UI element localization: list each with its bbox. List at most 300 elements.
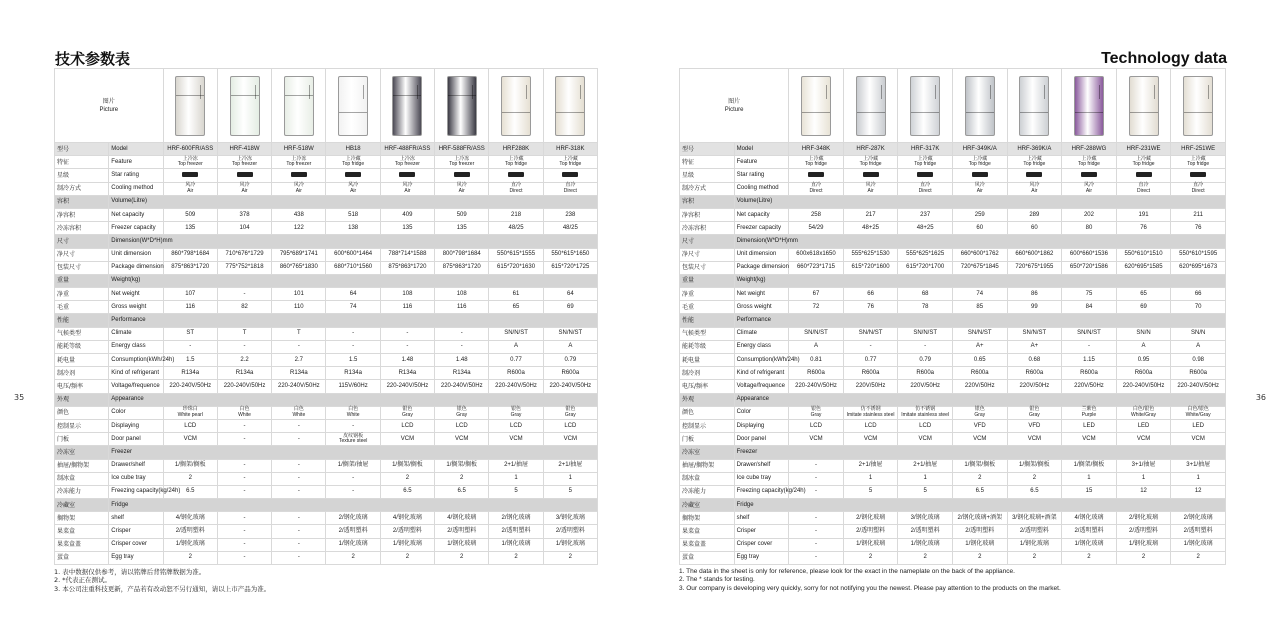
spec-value: R600a bbox=[843, 367, 898, 380]
spec-value-line: 上冷藏 bbox=[917, 155, 933, 162]
spec-value: VFD bbox=[1007, 419, 1062, 432]
refrigerator-image bbox=[1129, 76, 1159, 136]
spec-value-line: Top fridge bbox=[559, 161, 582, 168]
spec-label-zh: 制冰盒 bbox=[680, 472, 735, 485]
spec-value: 720*675*1845 bbox=[952, 261, 1007, 274]
spec-label-zh: 制冷剂 bbox=[680, 367, 735, 380]
spec-value bbox=[1171, 182, 1226, 195]
spec-value bbox=[489, 406, 543, 419]
spec-value: 1.15 bbox=[1062, 354, 1117, 367]
section-label-zh: 冷藏室 bbox=[680, 499, 735, 512]
spec-value: 2/钢化玻璃 bbox=[489, 512, 543, 525]
spec-value: 2+1/抽屉 bbox=[898, 459, 953, 472]
spec-value: R134a bbox=[163, 367, 217, 380]
spec-value-line: 风冷 bbox=[293, 182, 304, 189]
spec-value-line: Air bbox=[241, 187, 248, 194]
refrigerator-image bbox=[1019, 76, 1049, 136]
spec-value: 680*710*1560 bbox=[326, 261, 380, 274]
picture-label bbox=[55, 69, 164, 143]
spec-value: 60 bbox=[1007, 222, 1062, 235]
spec-value-line: White bbox=[346, 411, 360, 418]
spec-value-line: 风冷 bbox=[239, 182, 250, 189]
spec-row bbox=[680, 182, 1226, 195]
spec-value: 220-240V/50Hz bbox=[380, 380, 434, 393]
spec-value-line: 白色/银色 bbox=[1187, 406, 1209, 413]
spec-label-en: Color bbox=[109, 406, 163, 419]
star-rating-cell bbox=[217, 169, 271, 182]
spec-value: 0.95 bbox=[1116, 354, 1171, 367]
spec-value: VCM bbox=[789, 433, 844, 446]
spec-row bbox=[680, 354, 1226, 367]
spec-value: 5 bbox=[898, 485, 953, 498]
spec-value: 1 bbox=[543, 472, 597, 485]
spec-value-line: 上冷藏 bbox=[972, 155, 988, 162]
star-rating-icon bbox=[237, 172, 253, 177]
spec-label-en: Star rating bbox=[734, 169, 789, 182]
spec-label-en: Package dimension bbox=[734, 261, 789, 274]
spec-value: 795*689*1741 bbox=[272, 248, 326, 261]
spec-value: 2/透明塑料 bbox=[843, 525, 898, 538]
spec-value-line: 风冷 bbox=[348, 182, 359, 189]
spec-label-en: Crisper cover bbox=[109, 538, 163, 551]
spec-value: - bbox=[272, 551, 326, 564]
spec-value: - bbox=[217, 485, 271, 498]
spec-row bbox=[55, 538, 598, 551]
product-image-cell bbox=[952, 69, 1007, 143]
spec-value: - bbox=[217, 419, 271, 432]
star-rating-cell bbox=[1007, 169, 1062, 182]
spec-value-line: 上冷藏 bbox=[508, 155, 524, 162]
spec-value: 550*615*1650 bbox=[543, 248, 597, 261]
spec-value bbox=[489, 156, 543, 169]
spec-row bbox=[55, 261, 598, 274]
spec-value: 74 bbox=[326, 301, 380, 314]
spec-value: 4/钢化玻璃 bbox=[163, 512, 217, 525]
spec-label-zh: 门板 bbox=[55, 433, 109, 446]
spec-label-en: Climate bbox=[734, 327, 789, 340]
spec-value: 116 bbox=[435, 301, 489, 314]
spec-value: R134a bbox=[326, 367, 380, 380]
spec-value: 217 bbox=[843, 208, 898, 221]
spec-label-zh: 净重 bbox=[55, 288, 109, 301]
spec-label-en: Egg tray bbox=[109, 551, 163, 564]
spec-value: 0.77 bbox=[489, 354, 543, 367]
spec-value bbox=[217, 406, 271, 419]
spec-label-en: Drawer/shelf bbox=[734, 459, 789, 472]
spec-value-line: 上冷藏 bbox=[1026, 155, 1042, 162]
spec-label-zh: 包装尺寸 bbox=[55, 261, 109, 274]
spec-value: 550*610*1510 bbox=[1116, 248, 1171, 261]
spec-value bbox=[435, 156, 489, 169]
spec-row bbox=[680, 156, 1226, 169]
spec-label-zh: 果菜盒 bbox=[680, 525, 735, 538]
spec-value: 615*720*1630 bbox=[489, 261, 543, 274]
spec-row bbox=[680, 169, 1226, 182]
spec-value-line: 风冷 bbox=[865, 182, 876, 189]
spec-row bbox=[55, 340, 598, 353]
spec-value: VCM bbox=[1116, 433, 1171, 446]
spec-value: 2 bbox=[1007, 472, 1062, 485]
spec-label-en: Cooling method bbox=[734, 182, 789, 195]
spec-label-en: Unit dimension bbox=[109, 248, 163, 261]
spec-row bbox=[55, 485, 598, 498]
spec-value: 220V/50Hz bbox=[898, 380, 953, 393]
spec-value: ST bbox=[163, 327, 217, 340]
model-name: HRF-288WG bbox=[1062, 143, 1117, 156]
picture-row bbox=[680, 69, 1226, 143]
refrigerator-image bbox=[856, 76, 886, 136]
spec-value-line: 珍珠白 bbox=[182, 406, 198, 413]
star-rating-cell bbox=[489, 169, 543, 182]
spec-value: 66 bbox=[1171, 288, 1226, 301]
spec-value-line: Air bbox=[458, 187, 465, 194]
product-image-cell bbox=[1116, 69, 1171, 143]
spec-value bbox=[789, 406, 844, 419]
spec-value: - bbox=[326, 340, 380, 353]
spec-value bbox=[217, 182, 271, 195]
spec-label-zh: 果菜盒 bbox=[55, 525, 109, 538]
spec-value: SN/N/ST bbox=[1007, 327, 1062, 340]
spec-value-line: 直冷 bbox=[511, 182, 522, 189]
spec-row bbox=[680, 512, 1226, 525]
spec-value-line: Direct bbox=[918, 187, 932, 194]
spec-value: - bbox=[272, 525, 326, 538]
spec-value: 2/钢化玻璃 bbox=[1171, 512, 1226, 525]
spec-value: 1/搁架/搁板 bbox=[1062, 459, 1117, 472]
spec-value bbox=[1062, 182, 1117, 195]
spec-value: 12 bbox=[1116, 485, 1171, 498]
spec-value-line: Imitate stainless steel bbox=[846, 411, 895, 418]
spec-label-en: Freezing capacity(kg/24h) bbox=[109, 485, 163, 498]
product-image-cell bbox=[326, 69, 380, 143]
spec-value-line: Top fridge bbox=[914, 161, 937, 168]
section-header bbox=[680, 499, 1226, 512]
spec-value: - bbox=[272, 419, 326, 432]
spec-value: 70 bbox=[1171, 301, 1226, 314]
spec-label-en: Net weight bbox=[109, 288, 163, 301]
spec-value: 2/透明塑料 bbox=[326, 525, 380, 538]
spec-value: 2/透明塑料 bbox=[1062, 525, 1117, 538]
spec-value: LCD bbox=[543, 419, 597, 432]
spec-value: 289 bbox=[1007, 208, 1062, 221]
model-name: HB18 bbox=[326, 143, 380, 156]
spec-value: 2/透明塑料 bbox=[489, 525, 543, 538]
star-rating-icon bbox=[508, 172, 524, 177]
star-rating-cell bbox=[380, 169, 434, 182]
spec-value: - bbox=[217, 288, 271, 301]
refrigerator-image bbox=[447, 76, 477, 136]
spec-value: 2+1/抽屉 bbox=[489, 459, 543, 472]
spec-value-line: 银色 bbox=[565, 406, 576, 413]
spec-label-en: Climate bbox=[109, 327, 163, 340]
spec-value: 1/钢化玻璃 bbox=[543, 538, 597, 551]
spec-value: 1/钢化玻璃 bbox=[952, 538, 1007, 551]
spec-value: 211 bbox=[1171, 208, 1226, 221]
picture-label-en: Picture bbox=[724, 106, 744, 113]
spec-label-en: Gross weight bbox=[109, 301, 163, 314]
spec-value: 2+1/抽屉 bbox=[543, 459, 597, 472]
spec-row bbox=[55, 380, 598, 393]
spec-label-zh: 型号 bbox=[680, 143, 735, 156]
spec-value-line: Direct bbox=[1191, 187, 1205, 194]
spec-value: 3+1/抽屉 bbox=[1171, 459, 1226, 472]
spec-label-en: Star rating bbox=[109, 169, 163, 182]
section-label-en: Weight(kg) bbox=[109, 274, 598, 287]
spec-value: 1/钢化玻璃 bbox=[1171, 538, 1226, 551]
spec-value: 860*798*1684 bbox=[163, 248, 217, 261]
spec-value: - bbox=[272, 433, 326, 446]
footnote-line: 1. 表中数据仅供参考，请以铭牌后背铭牌数据为准。 bbox=[54, 568, 206, 576]
section-header bbox=[55, 314, 598, 327]
picture-label-en: Picture bbox=[99, 106, 119, 113]
footnote-line: 2. *代表正在测试。 bbox=[54, 576, 112, 585]
spec-value: - bbox=[272, 459, 326, 472]
spec-label-en: Consumption(kWh/24h) bbox=[734, 354, 789, 367]
spec-row bbox=[680, 538, 1226, 551]
section-label-zh: 尺寸 bbox=[55, 235, 109, 248]
spec-row bbox=[55, 512, 598, 525]
spec-value: 5 bbox=[543, 485, 597, 498]
spec-value: 220V/50Hz bbox=[952, 380, 1007, 393]
spec-value-line: 上冷藏 bbox=[863, 155, 879, 162]
spec-value: 0.68 bbox=[1007, 354, 1062, 367]
spec-value bbox=[163, 182, 217, 195]
spec-label-zh: 颜色 bbox=[55, 406, 109, 419]
spec-value-line: White bbox=[238, 411, 251, 418]
spec-value-line: Direct bbox=[509, 187, 523, 194]
spec-label-zh: 控制显示 bbox=[55, 419, 109, 432]
spec-value: 800*798*1684 bbox=[435, 248, 489, 261]
spec-row bbox=[680, 419, 1226, 432]
spec-value: 860*765*1830 bbox=[272, 261, 326, 274]
spec-label-en: Gross weight bbox=[734, 301, 789, 314]
spec-value: 378 bbox=[217, 208, 271, 221]
spec-value: - bbox=[789, 551, 844, 564]
refrigerator-image bbox=[392, 76, 422, 136]
spec-value: R600a bbox=[543, 367, 597, 380]
spec-value: - bbox=[217, 512, 271, 525]
spec-value: - bbox=[326, 327, 380, 340]
spec-value-line: Top freezer bbox=[232, 161, 258, 168]
spec-row bbox=[55, 459, 598, 472]
spec-value: 116 bbox=[380, 301, 434, 314]
spec-value bbox=[272, 406, 326, 419]
spec-table bbox=[54, 68, 598, 565]
spec-value: 1/搁架/搁板 bbox=[435, 459, 489, 472]
star-rating-cell bbox=[326, 169, 380, 182]
spec-value-line: Air bbox=[1085, 187, 1093, 194]
spec-label-en: Net weight bbox=[734, 288, 789, 301]
star-rating-icon bbox=[1026, 172, 1042, 177]
spec-label-zh: 冷冻能力 bbox=[680, 485, 735, 498]
footnote-line: 1. The data in the sheet is only for reference, please look for the exact in the nameplate on the back of the appliance. bbox=[679, 568, 1015, 575]
spec-value-line: Gray bbox=[510, 411, 522, 418]
product-image-cell bbox=[163, 69, 217, 143]
spec-value: VCM bbox=[843, 433, 898, 446]
spec-value: A+ bbox=[1007, 340, 1062, 353]
spec-row bbox=[680, 327, 1226, 340]
spec-value-line: Top freezer bbox=[286, 161, 312, 168]
spec-row bbox=[680, 433, 1226, 446]
spec-value: VCM bbox=[380, 433, 434, 446]
spec-value: 1.5 bbox=[163, 354, 217, 367]
spec-value-line: Air bbox=[187, 187, 194, 194]
product-image-cell bbox=[1007, 69, 1062, 143]
spec-label-zh: 抽屉/搁物架 bbox=[680, 459, 735, 472]
section-header bbox=[680, 393, 1226, 406]
star-rating-cell bbox=[843, 169, 898, 182]
spec-value-line: 风冷 bbox=[456, 182, 467, 189]
spec-value-line: 上冷藏 bbox=[562, 155, 578, 162]
page-number: 35 bbox=[14, 393, 25, 402]
spec-label-zh: 型号 bbox=[55, 143, 109, 156]
spec-row bbox=[680, 459, 1226, 472]
spec-value-line: 直冷 bbox=[1138, 182, 1149, 189]
spec-row bbox=[680, 551, 1226, 564]
spec-value-line: 上冷藏 bbox=[1136, 155, 1152, 162]
spec-value: - bbox=[789, 472, 844, 485]
spec-value: 2/透明塑料 bbox=[380, 525, 434, 538]
spec-value: 710*676*1729 bbox=[217, 248, 271, 261]
spec-value: 0.79 bbox=[898, 354, 953, 367]
spec-value-line: White/Gray bbox=[1131, 411, 1157, 418]
spec-value: R600a bbox=[789, 367, 844, 380]
spec-value: A+ bbox=[952, 340, 1007, 353]
spec-label-zh: 特征 bbox=[55, 156, 109, 169]
section-header bbox=[680, 274, 1226, 287]
spec-value: LED bbox=[1171, 419, 1226, 432]
spec-value: 1.48 bbox=[435, 354, 489, 367]
footnote-line: 3. Our company is developing very quickly, sorry for not notifying you the newest. Please pay attention to the products on the market. bbox=[679, 584, 1061, 592]
spec-row bbox=[680, 472, 1226, 485]
spec-value bbox=[326, 156, 380, 169]
spec-value: LCD bbox=[898, 419, 953, 432]
model-name: HRF-518W bbox=[272, 143, 326, 156]
spec-value: R600a bbox=[952, 367, 1007, 380]
spec-label-en: Egg tray bbox=[734, 551, 789, 564]
star-rating-icon bbox=[454, 172, 470, 177]
spec-value-line: Air bbox=[867, 187, 874, 194]
star-rating-cell bbox=[1171, 169, 1226, 182]
star-rating-icon bbox=[182, 172, 198, 177]
spec-value: 0.79 bbox=[543, 354, 597, 367]
spec-value: 101 bbox=[272, 288, 326, 301]
spec-value: - bbox=[1062, 340, 1117, 353]
spec-value: 650*720*1586 bbox=[1062, 261, 1117, 274]
spec-value: 660*723*1715 bbox=[789, 261, 844, 274]
spec-value-line: 仿不锈钢 bbox=[860, 406, 881, 413]
spec-row bbox=[55, 156, 598, 169]
spec-value: 135 bbox=[163, 222, 217, 235]
section-header bbox=[680, 235, 1226, 248]
spec-value: 2 bbox=[489, 551, 543, 564]
star-rating-cell bbox=[435, 169, 489, 182]
spec-value bbox=[1007, 406, 1062, 419]
spec-value-line: White pearl bbox=[177, 411, 203, 418]
spec-label-en: Displaying bbox=[734, 419, 789, 432]
spec-row bbox=[55, 419, 598, 432]
spec-label-zh: 门板 bbox=[680, 433, 735, 446]
spec-value-line: Top freezer bbox=[394, 161, 420, 168]
spec-label-zh: 净尺寸 bbox=[55, 248, 109, 261]
spec-value: 259 bbox=[952, 208, 1007, 221]
spec-row bbox=[55, 327, 598, 340]
spec-label-zh: 毛重 bbox=[680, 301, 735, 314]
spec-value bbox=[843, 156, 898, 169]
spec-value bbox=[789, 182, 844, 195]
spec-value bbox=[380, 156, 434, 169]
spec-value bbox=[898, 156, 953, 169]
spec-value bbox=[380, 406, 434, 419]
spec-value bbox=[326, 433, 380, 446]
spec-value: 122 bbox=[272, 222, 326, 235]
spec-value-line: Gray bbox=[402, 411, 413, 418]
spec-value: SN/N bbox=[1171, 327, 1226, 340]
spec-value: 438 bbox=[272, 208, 326, 221]
model-name: HRF-349K/A bbox=[952, 143, 1007, 156]
spec-value-line: 直冷 bbox=[810, 182, 821, 189]
spec-row bbox=[55, 222, 598, 235]
spec-label-en: Feature bbox=[734, 156, 789, 169]
spec-value-line: Top fridge bbox=[1132, 161, 1155, 168]
spec-value-line: Direct bbox=[809, 187, 823, 194]
spec-value: 1.48 bbox=[380, 354, 434, 367]
spec-value bbox=[435, 182, 489, 195]
spec-label-zh: 电压/频率 bbox=[680, 380, 735, 393]
spec-value: 555*625*1530 bbox=[843, 248, 898, 261]
spec-label-zh: 气候类型 bbox=[680, 327, 735, 340]
spec-value: 2 bbox=[380, 551, 434, 564]
spec-value: - bbox=[789, 512, 844, 525]
spec-value: 116 bbox=[163, 301, 217, 314]
section-label-zh: 容积 bbox=[55, 195, 109, 208]
spec-value: LCD bbox=[789, 419, 844, 432]
spec-label-en: Consumption(kWh/24h) bbox=[109, 354, 163, 367]
spec-value: 74 bbox=[952, 288, 1007, 301]
spec-value: 5 bbox=[843, 485, 898, 498]
section-header bbox=[55, 499, 598, 512]
spec-value: - bbox=[326, 485, 380, 498]
spec-value: 110 bbox=[272, 301, 326, 314]
spec-value: 875*863*1720 bbox=[380, 261, 434, 274]
spec-value: 2 bbox=[952, 472, 1007, 485]
spec-value: 220-240V/50Hz bbox=[272, 380, 326, 393]
section-label-zh: 性能 bbox=[55, 314, 109, 327]
spec-value: - bbox=[272, 485, 326, 498]
spec-value: 2 bbox=[163, 551, 217, 564]
spec-value: - bbox=[217, 551, 271, 564]
star-rating-cell bbox=[1062, 169, 1117, 182]
spec-value: 3/钢化玻璃+酒架 bbox=[1007, 512, 1062, 525]
spec-value: 220-240V/50Hz bbox=[1116, 380, 1171, 393]
star-rating-icon bbox=[972, 172, 988, 177]
spec-label-en: Color bbox=[734, 406, 789, 419]
spec-value: 61 bbox=[489, 288, 543, 301]
spec-value: 2.2 bbox=[217, 354, 271, 367]
spec-label-en: Feature bbox=[109, 156, 163, 169]
spec-value: 1/钢化玻璃 bbox=[1116, 538, 1171, 551]
spec-value: 2/透明塑料 bbox=[1007, 525, 1062, 538]
star-rating-cell bbox=[952, 169, 1007, 182]
product-image-cell bbox=[843, 69, 898, 143]
spec-value: - bbox=[272, 472, 326, 485]
spec-value bbox=[843, 406, 898, 419]
section-label-en: Volume(Litre) bbox=[734, 195, 1225, 208]
section-header bbox=[680, 195, 1226, 208]
model-name: HRF-317K bbox=[898, 143, 953, 156]
section-label-zh: 尺寸 bbox=[680, 235, 735, 248]
spec-value: 555*625*1625 bbox=[898, 248, 953, 261]
